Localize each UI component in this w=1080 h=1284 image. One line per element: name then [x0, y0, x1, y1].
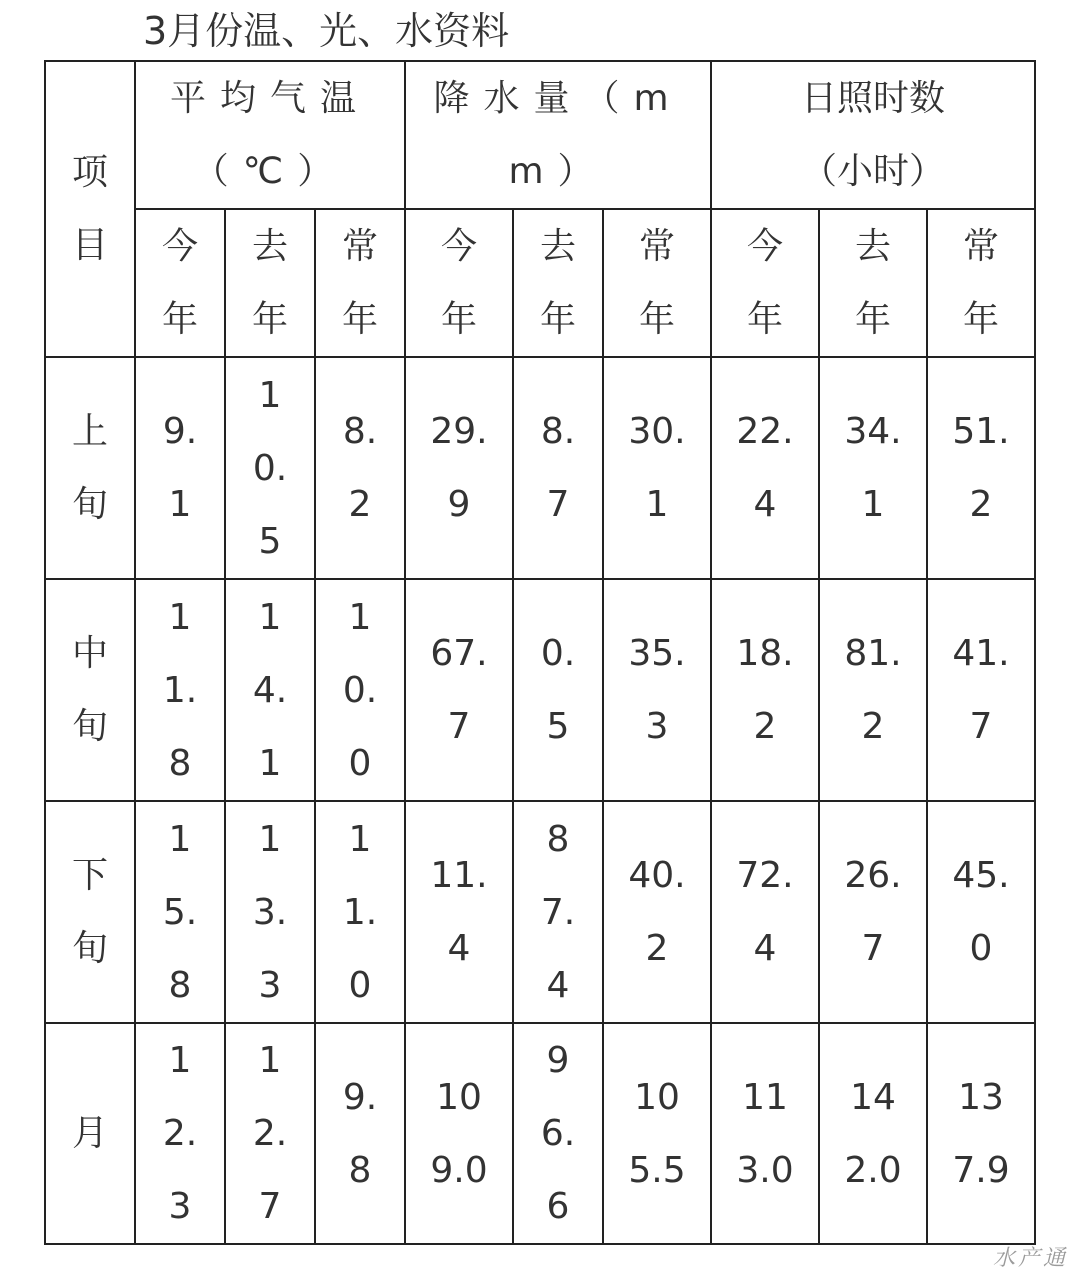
rain-normal-year: 30.1 — [628, 411, 686, 525]
sun-this-year: 72.4 — [736, 855, 794, 969]
group-header-temp: 平均气温（℃） — [169, 78, 370, 192]
table-cell — [225, 1023, 315, 1244]
table-row — [45, 1023, 1035, 1244]
row-label: 中旬 — [71, 633, 108, 747]
climate-data-table — [44, 60, 1036, 1245]
table-cell — [819, 801, 927, 1023]
table-cell — [315, 579, 405, 801]
row-label-cell — [45, 801, 135, 1023]
subheader-cell — [819, 209, 927, 357]
table-cell — [135, 357, 225, 579]
group-header-temp-cell — [135, 61, 405, 209]
table-cell — [711, 579, 819, 801]
rain-this-year: 11.4 — [430, 855, 488, 969]
row-label-cell — [45, 357, 135, 579]
rain-this-year: 67.7 — [430, 633, 488, 747]
sun-normal-year: 137.9 — [952, 1076, 1010, 1191]
subheader-cell — [135, 209, 225, 357]
table-cell — [819, 357, 927, 579]
subheader-cell — [927, 209, 1035, 357]
table-cell — [927, 801, 1035, 1023]
table-cell — [405, 357, 513, 579]
subheader-cell — [405, 209, 513, 357]
group-header-rain-cell — [405, 61, 711, 209]
rain-normal-year: 35.3 — [628, 633, 686, 747]
temp-normal-year: 9.8 — [342, 1076, 378, 1191]
subheader-cell — [603, 209, 711, 357]
rain-this-year: 29.9 — [430, 411, 488, 525]
page-title: 3月份温、光、水资料 — [143, 9, 510, 53]
table-cell — [819, 1023, 927, 1244]
temp-this-year: 12.3 — [162, 1040, 198, 1227]
table-cell — [819, 579, 927, 801]
sun-last-year: 26.7 — [844, 855, 902, 969]
sun-last-year: 34.1 — [844, 411, 902, 525]
temp-last-year: 14.1 — [252, 596, 288, 784]
rain-last-year: 0.5 — [540, 633, 576, 747]
table-row — [45, 357, 1035, 579]
table-cell — [927, 1023, 1035, 1244]
row-label: 月 — [71, 1113, 108, 1154]
subheader-last-year: 去年 — [251, 226, 288, 340]
rain-last-year: 96.6 — [540, 1040, 576, 1227]
temp-normal-year: 11.0 — [342, 818, 378, 1006]
row-label: 上旬 — [71, 411, 108, 525]
table-cell — [225, 579, 315, 801]
table-cell — [405, 801, 513, 1023]
temp-last-year: 10.5 — [252, 374, 288, 562]
subheader-last-year: 去年 — [539, 226, 576, 340]
row-label-cell — [45, 579, 135, 801]
subheader-normal-year: 常年 — [962, 226, 999, 340]
sun-last-year: 81.2 — [844, 633, 902, 747]
table-cell — [927, 579, 1035, 801]
subheader-cell — [711, 209, 819, 357]
table-cell — [513, 357, 603, 579]
rain-normal-year: 40.2 — [628, 855, 686, 969]
table-cell — [513, 579, 603, 801]
header-row-groups — [45, 61, 1035, 209]
table-cell — [513, 801, 603, 1023]
subheader-this-year: 今年 — [161, 226, 198, 340]
table-cell — [603, 801, 711, 1023]
group-header-sun-cell — [711, 61, 1035, 209]
sun-normal-year: 51.2 — [952, 411, 1010, 525]
temp-this-year: 9.1 — [162, 411, 198, 525]
subheader-cell — [513, 209, 603, 357]
sun-this-year: 18.2 — [736, 633, 794, 747]
subheader-last-year: 去年 — [854, 226, 891, 340]
table-cell — [225, 801, 315, 1023]
item-header-cell — [45, 61, 135, 357]
temp-last-year: 13.3 — [252, 818, 288, 1006]
sun-normal-year: 45.0 — [952, 855, 1010, 969]
table-row — [45, 801, 1035, 1023]
subheader-cell — [315, 209, 405, 357]
row-label: 下旬 — [71, 855, 108, 969]
row-label-cell — [45, 1023, 135, 1244]
table-row — [45, 579, 1035, 801]
rain-last-year: 87.4 — [540, 818, 576, 1006]
temp-last-year: 12.7 — [252, 1040, 288, 1227]
header-row-years — [45, 209, 1035, 357]
table-cell — [135, 801, 225, 1023]
table-cell — [405, 579, 513, 801]
sun-this-year: 22.4 — [736, 411, 794, 525]
temp-normal-year: 10.0 — [342, 596, 378, 784]
temp-this-year: 15.8 — [162, 818, 198, 1006]
rain-last-year: 8.7 — [540, 411, 576, 525]
table-cell — [711, 357, 819, 579]
group-header-sun: 日照时数（小时） — [800, 78, 945, 192]
table-cell — [315, 357, 405, 579]
subheader-normal-year: 常年 — [638, 226, 675, 340]
subheader-this-year: 今年 — [746, 226, 783, 340]
table-cell — [927, 357, 1035, 579]
table-cell — [513, 1023, 603, 1244]
table-cell — [711, 801, 819, 1023]
sun-normal-year: 41.7 — [952, 633, 1010, 747]
item-header: 项目 — [71, 152, 108, 266]
subheader-cell — [225, 209, 315, 357]
subheader-this-year: 今年 — [440, 226, 477, 340]
table-cell — [225, 357, 315, 579]
table-cell — [315, 801, 405, 1023]
table-cell — [405, 1023, 513, 1244]
table-cell — [603, 579, 711, 801]
subheader-normal-year: 常年 — [341, 226, 378, 340]
group-header-rain: 降水量（mm） — [433, 78, 683, 192]
sun-this-year: 113.0 — [736, 1076, 794, 1191]
table-cell — [603, 357, 711, 579]
table-cell — [135, 579, 225, 801]
rain-normal-year: 105.5 — [628, 1076, 686, 1191]
table-cell — [315, 1023, 405, 1244]
sun-last-year: 142.0 — [844, 1076, 902, 1191]
table-cell — [135, 1023, 225, 1244]
table-cell — [603, 1023, 711, 1244]
table-cell — [711, 1023, 819, 1244]
temp-this-year: 11.8 — [162, 596, 198, 784]
rain-this-year: 109.0 — [430, 1076, 488, 1191]
watermark: 水产通 — [992, 1246, 1068, 1271]
temp-normal-year: 8.2 — [342, 411, 378, 525]
